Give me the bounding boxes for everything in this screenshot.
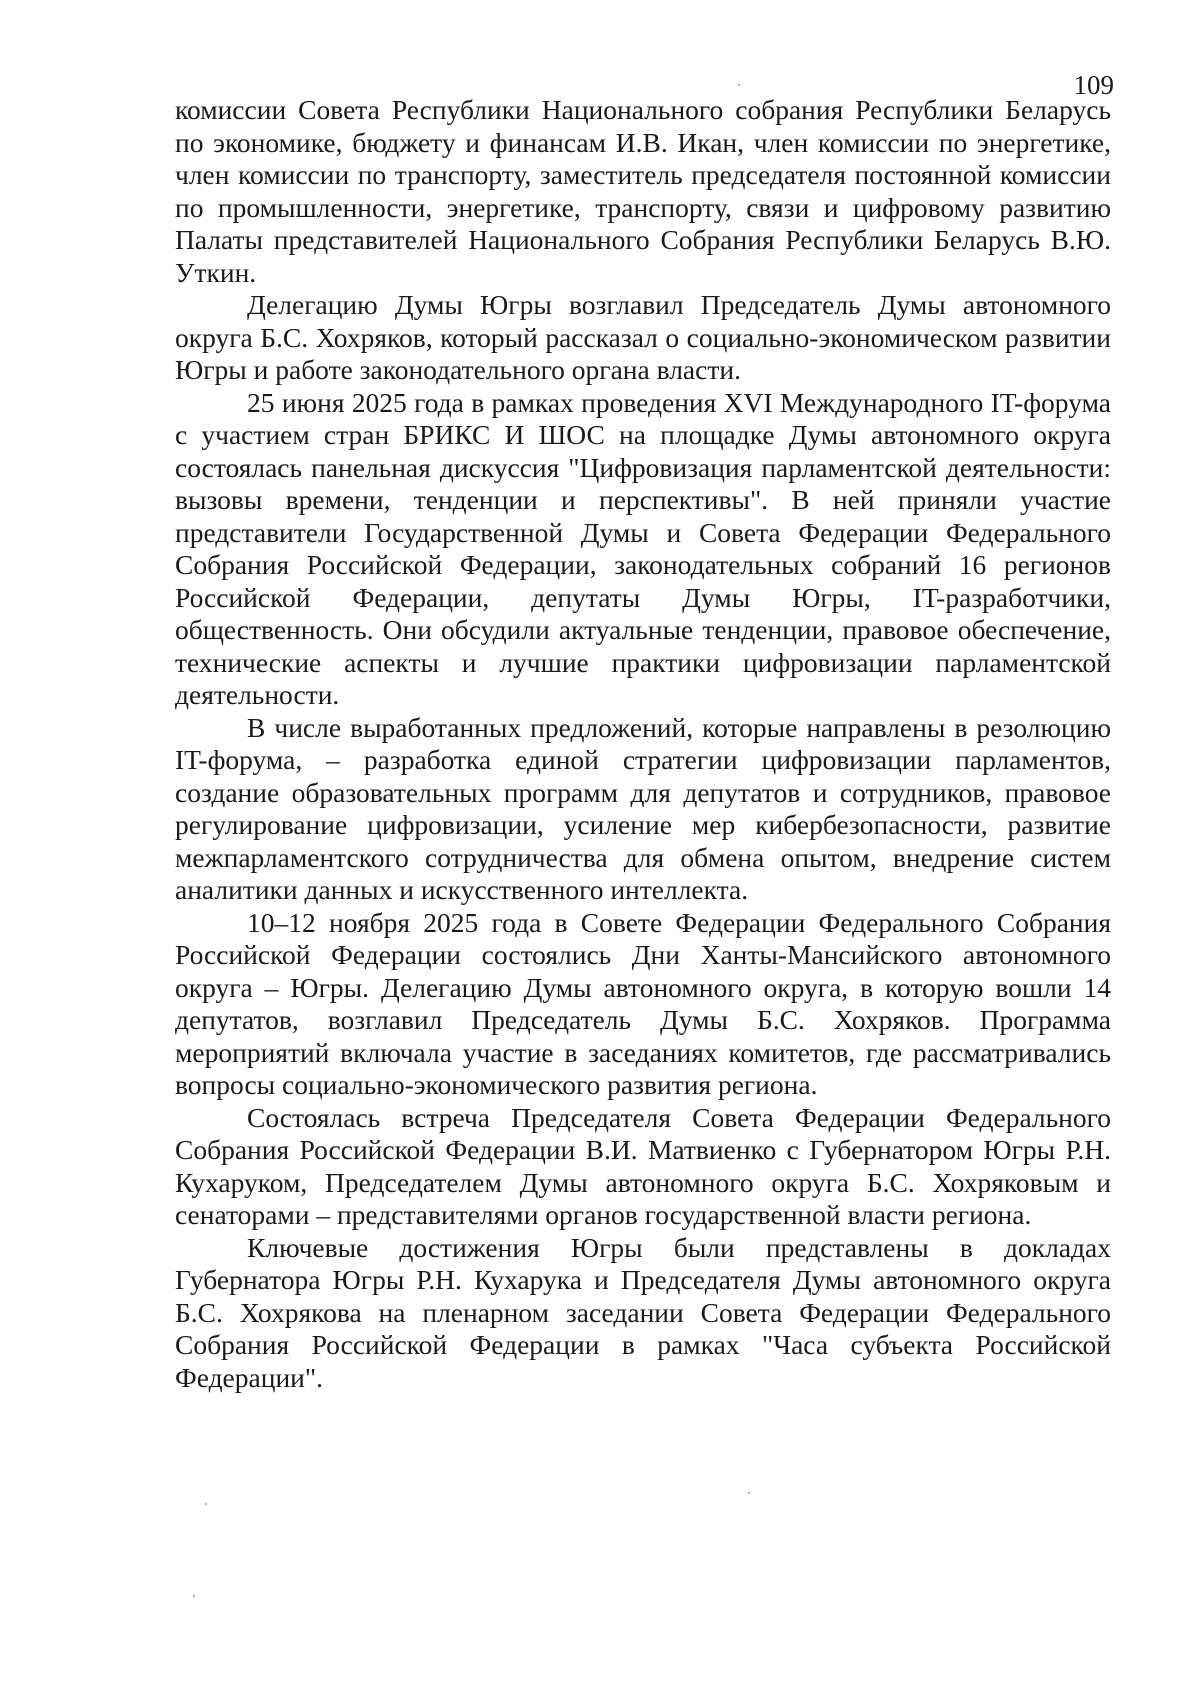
paragraph-key-achievements: Ключевые достижения Югры были представлены в докладах Губернатора Югры Р.Н. Кухарука и Председателя Думы автономного округа Б.С. Хохрякова на пленарном заседании Совета Федерации Федерального Собрания Российской Федерации в рамках "Часа субъекта Российской Федерации". [175,1231,1111,1393]
paragraph-delegation-members: комиссии Совета Республики Национального собрания Республики Беларусь по экономике, бюджету и финансам И.В. Икан, член комиссии по энергетике, член комиссии по транспорту, заместитель председателя постоянной комиссии по промышленности, энергетике, транспорту, связи и цифровому развитию Палаты представителей Национального Собрания Республики Беларусь В.Ю. Уткин. [175,94,1111,288]
scan-speck [748,1492,750,1494]
paragraph-it-forum-panel: 25 июня 2025 года в рамках проведения XVI Международного IT-форума с участием стран БРИКС И ШОС на площадке Думы автономного округа состоялась панельная дискуссия "Цифровизация парламентской деятельности: вызовы времени, тенденции и перспективы". В ней приняли участие представители Государственной Думы и Совета Федерации Федерального Собрания Российской Федерации, законодательных собраний 16 регионов Российской Федерации, депутаты Думы Югры, IT-разработчики, общественность. Они обсудили актуальные тенденции, правовое обеспечение, технические аспекты и лучшие практики цифровизации парламентской деятельности. [175,386,1111,710]
scan-speck [738,84,740,86]
paragraph-forum-resolution: В числе выработанных предложений, которые направлены в резолюцию IT-форума, – разработка единой стратегии цифровизации парламентов, создание образовательных программ для депутатов и сотрудников, правовое регулирование цифровизации, усиление мер кибербезопасности, развитие межпарламентского сотрудничества для обмена опытом, внедрение систем аналитики данных и искусственного интеллекта. [175,711,1111,905]
paragraph-ugra-days: 10–12 ноября 2025 года в Совете Федерации Федерального Собрания Российской Федерации состоялись Дни Ханты-Мансийского автономного округа – Югры. Делегацию Думы автономного округа, в которую вошли 14 депутатов, возглавил Председатель Думы Б.С. Хохряков. Программа мероприятий включала участие в заседаниях комитетов, где рассматривались вопросы социально-экономического развития региона. [175,906,1111,1100]
scan-speck [205,1503,207,1505]
paragraph-matvienko-meeting: Состоялась встреча Председателя Совета Федерации Федерального Собрания Российской Федерации В.И. Матвиенко с Губернатором Югры Р.Н. Кухаруком, Председателем Думы автономного округа Б.С. Хохряковым и сенаторами – представителями органов государственной власти региона. [175,1101,1111,1230]
scan-speck [193,1595,195,1597]
paragraph-duma-delegation: Делегацию Думы Югры возглавил Председатель Думы автономного округа Б.С. Хохряков, который рассказал о социально-экономическом развитии Югры и работе законодательного органа власти. [175,289,1111,385]
document-body [175,94,1111,1394]
page-number: 109 [1073,70,1114,100]
